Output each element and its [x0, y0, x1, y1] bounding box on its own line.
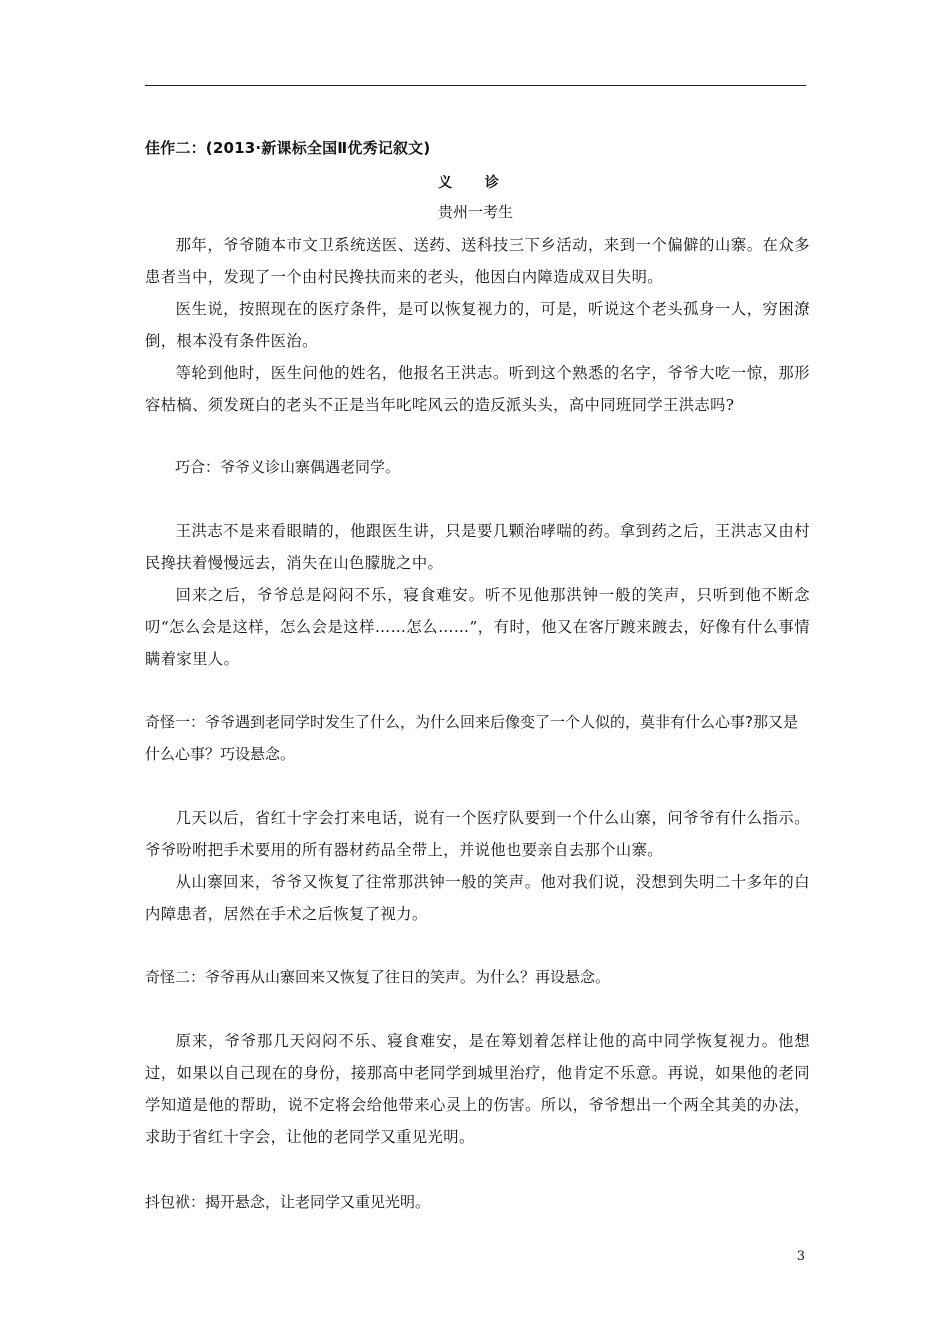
annotation-block	[145, 706, 810, 770]
annotation-mystery-two: 奇怪二：爷爷再从山寨回来又恢复了往日的笑声。为什么？再设悬念。	[145, 968, 611, 986]
page-number: 3	[796, 1249, 805, 1264]
annotation-mystery-one: 奇怪一：爷爷遇到老同学时发生了什么，为什么回来后像变了一个人似的，莫非有什么心事?那又是什么心事？巧设悬念。	[145, 713, 798, 763]
essay-paragraph: 医生说，按照现在的医疗条件，是可以恢复视力的，可是，听说这个老头孤身一人，穷困潦倒，根本没有条件医治。	[145, 300, 810, 350]
essay-paragraph: 原来，爷爷那几天闷闷不乐、寝食难安，是在筹划着怎样让他的高中同学恢复视力。他想过，如果以自己现在的身份，接那高中老同学到城里治疗，他肯定不乐意。再说，如果他的老同学知道是他的帮助，说不定将会给他带来心灵上的伤害。所以，爷爷想出一个两全其美的办法，求助于省红十字会，让他的老同学又重见光明。	[145, 1032, 810, 1146]
essay-paragraph: 从山寨回来，爷爷又恢复了往常那洪钟一般的笑声。他对我们说，没想到失明二十多年的白内障患者，居然在手术之后恢复了视力。	[145, 873, 810, 923]
section-heading: 佳作二：(2013·新课标全国Ⅱ优秀记叙文)	[145, 139, 431, 157]
annotation-reveal: 抖包袱：揭开悬念，让老同学又重见光明。	[145, 1193, 431, 1211]
essay-paragraph-group-4	[145, 1025, 810, 1153]
annotation-block	[145, 961, 810, 993]
essay-paragraph: 回来之后，爷爷总是闷闷不乐，寝食难安。听不见他那洪钟一般的笑声，只听到他不断念叨“怎么会是这样，怎么会是这样……怎么……”，有时，他又在客厅踱来踱去，好像有什么事情瞒着家里人。	[145, 586, 810, 668]
essay-paragraph-group-2	[145, 515, 810, 675]
essay-paragraph: 王洪志不是来看眼睛的，他跟医生讲，只是要几颗治哮喘的药。拿到药之后，王洪志又由村民搀扶着慢慢远去，消失在山色朦胧之中。	[145, 522, 810, 572]
essay-paragraph-group-1	[145, 229, 810, 421]
essay-title: 义 诊	[438, 175, 513, 191]
annotation-block	[145, 451, 810, 483]
essay-paragraph: 等轮到他时，医生问他的姓名，他报名王洪志。听到这个熟悉的名字，爷爷大吃一惊，那形容枯槁、须发斑白的老头不正是当年叱咤风云的造反派头头，高中同班同学王洪志吗?	[145, 364, 810, 414]
essay-paragraph-group-3	[145, 802, 810, 930]
annotation-coincidence: 巧合：爷爷义诊山寨偶遇老同学。	[175, 458, 401, 476]
essay-paragraph: 那年，爷爷随本市文卫系统送医、送药、送科技三下乡活动，来到一个偏僻的山寨。在众多患者当中，发现了一个由村民搀扶而来的老头，他因白内障造成双目失明。	[145, 236, 810, 286]
header-rule	[145, 85, 806, 86]
essay-author: 贵州一考生	[437, 203, 513, 221]
annotation-block	[145, 1186, 810, 1218]
essay-paragraph: 几天以后，省红十字会打来电话，说有一个医疗队要到一个什么山寨，问爷爷有什么指示。爷爷吩咐把手术要用的所有器材药品全带上，并说他也要亲自去那个山寨。	[145, 809, 810, 859]
